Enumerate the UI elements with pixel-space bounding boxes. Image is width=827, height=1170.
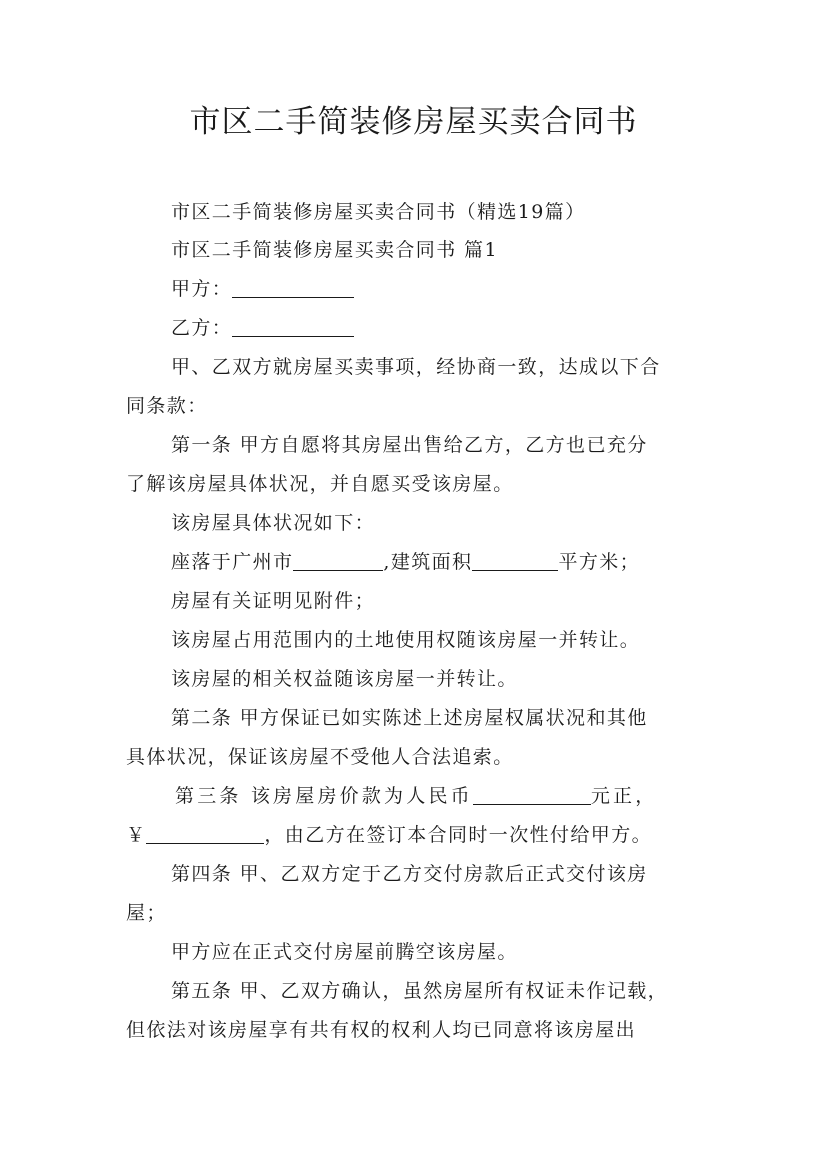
article-5-line-1: 第五条 甲、乙双方确认，虽然房屋所有权证未作记载， [171, 980, 669, 1002]
location-suffix: 平方米； [558, 551, 641, 573]
document-title: 市区二手简装修房屋买卖合同书 [189, 104, 638, 140]
intro-line-2: 同条款： [126, 395, 208, 417]
currency-symbol: ￥ [126, 824, 147, 846]
certificates-line: 房屋有关证明见附件； [171, 590, 376, 612]
article-2-line-2: 具体状况，保证该房屋不受他人合法追索。 [126, 746, 514, 768]
vacate-line: 甲方应在正式交付房屋前腾空该房屋。 [171, 941, 518, 963]
article-3-price-prefix: 第三条 该房屋房价款为人民币 [175, 785, 473, 807]
price-words-blank [473, 803, 591, 805]
location-line [171, 543, 716, 581]
article-1-line-1: 第一条 甲方自愿将其房屋出售给乙方，乙方也已充分 [171, 434, 648, 456]
location-blank [293, 569, 383, 571]
party-b-label: 乙方： [171, 317, 233, 339]
area-blank [472, 569, 558, 571]
party-a-blank [232, 296, 354, 298]
location-prefix: 座落于广州市 [171, 551, 294, 573]
article-1-line-2: 了解该房屋具体状况，并自愿买受该房屋。 [126, 473, 514, 495]
article-5-line-2: 但依法对该房屋享有共有权的权利人均已同意将该房屋出 [126, 1019, 637, 1041]
article-4-line-2: 屋； [126, 902, 167, 924]
location-middle: ,建筑面积 [383, 551, 473, 573]
article-3-line-2 [126, 816, 716, 854]
article-2-line-1: 第二条 甲方保证已如实陈述上述房屋权属状况和其他 [171, 707, 648, 729]
land-rights-line: 该房屋占用范围内的土地使用权随该房屋一并转让。 [171, 629, 641, 651]
price-number-blank [146, 842, 264, 844]
section-heading: 市区二手简装修房屋买卖合同书 篇1 [171, 239, 498, 261]
article-3-price-suffix: 元正， [590, 785, 658, 807]
document-subtitle: 市区二手简装修房屋买卖合同书（精选19篇） [171, 201, 586, 223]
party-a-line [171, 270, 716, 308]
party-b-blank [232, 335, 354, 337]
article-3-payment: ，由乙方在签订本合同时一次性付给甲方。 [264, 824, 653, 846]
intro-line-1: 甲、乙双方就房屋买卖事项，经协商一致，达成以下合 [171, 356, 661, 378]
article-3-line-1 [175, 777, 720, 815]
party-a-label: 甲方： [171, 278, 233, 300]
article-4-line-1: 第四条 甲、乙双方定于乙方交付房款后正式交付该房 [171, 863, 648, 885]
party-b-line [171, 309, 716, 347]
status-heading: 该房屋具体状况如下： [171, 512, 376, 534]
related-rights-line: 该房屋的相关权益随该房屋一并转让。 [171, 668, 518, 690]
